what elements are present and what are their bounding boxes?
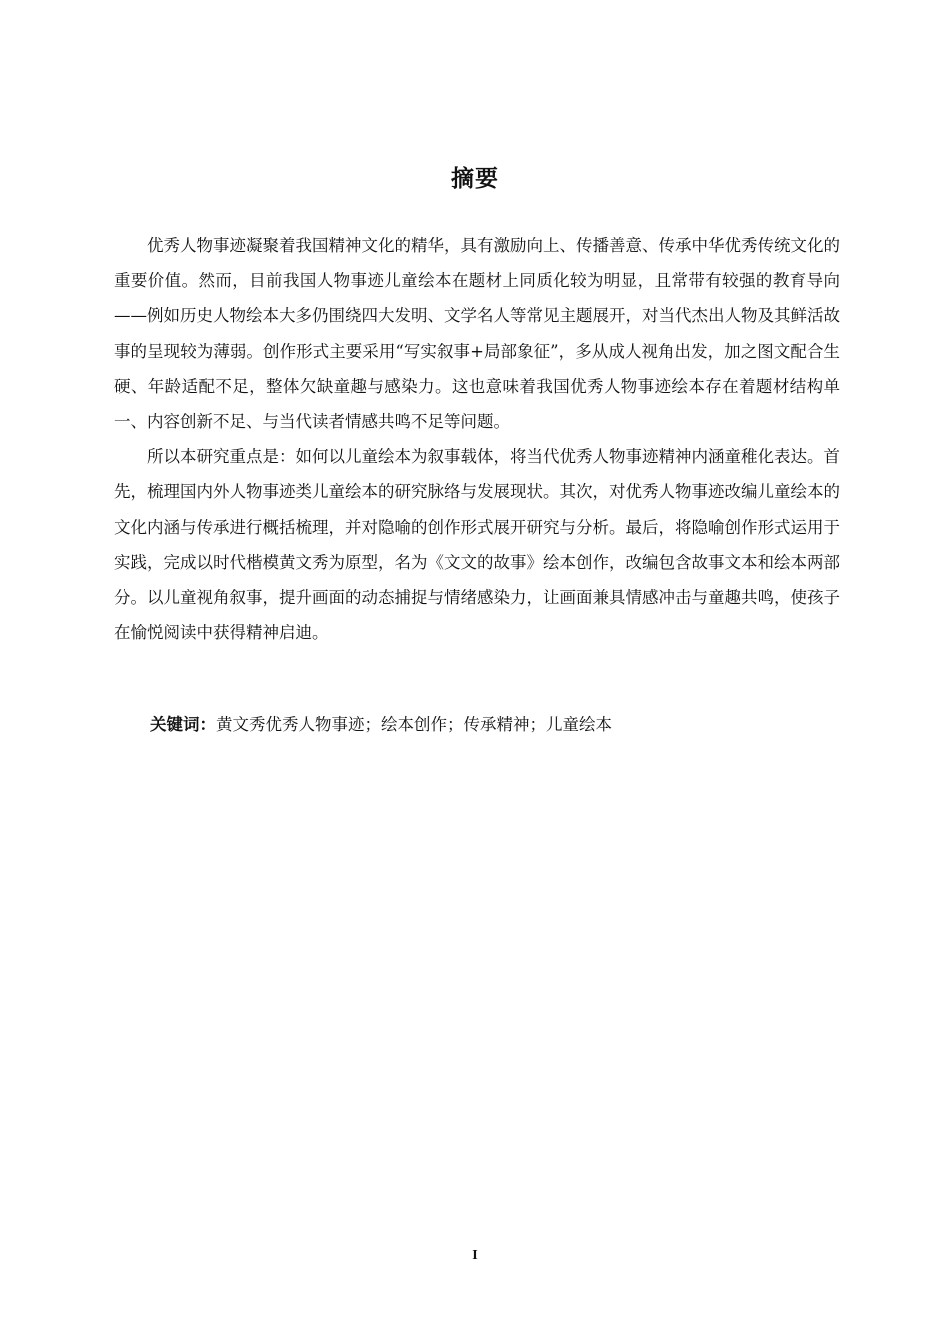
abstract-body bbox=[114, 228, 840, 650]
abstract-title: 摘要 bbox=[451, 166, 499, 192]
keywords-label: 关键词： bbox=[150, 715, 216, 734]
abstract-paragraph-2: 所以本研究重点是：如何以儿童绘本为叙事载体，将当代优秀人物事迹精神内涵童稚化表达。首先，梳理国内外人物事迹类儿童绘本的研究脉络与发展现状。其次，对优秀人物事迹改编儿童绘本的文化内涵与传承进行概括梳理，并对隐喻的创作形式展开研究与分析。最后，将隐喻创作形式运用于实践，完成以时代楷模黄文秀为原型，名为《文文的故事》绘本创作，改编包含故事文本和绘本两部分。以儿童视角叙事，提升画面的动态捕捉与情绪感染力，让画面兼具情感冲击与童趣共鸣，使孩子在愉悦阅读中获得精神启迪。 bbox=[114, 447, 840, 643]
keywords-text: 黄文秀优秀人物事迹；绘本创作；传承精神；儿童绘本 bbox=[216, 715, 612, 734]
page-number: I bbox=[472, 1248, 478, 1263]
keywords-line bbox=[150, 707, 840, 742]
abstract-paragraph-1: 优秀人物事迹凝聚着我国精神文化的精华，具有激励向上、传播善意、传承中华优秀传统文化的重要价值。然而，目前我国人物事迹儿童绘本在题材上同质化较为明显，且常带有较强的教育导向——例如历史人物绘本大多仍围绕四大发明、文学名人等常见主题展开，对当代杰出人物及其鲜活故事的呈现较为薄弱。创作形式主要采用“写实叙事+局部象征”，多从成人视角出发，加之图文配合生硬、年龄适配不足，整体欠缺童趣与感染力。这也意味着我国优秀人物事迹绘本存在着题材结构单一、内容创新不足、与当代读者情感共鸣不足等问题。 bbox=[114, 236, 840, 432]
